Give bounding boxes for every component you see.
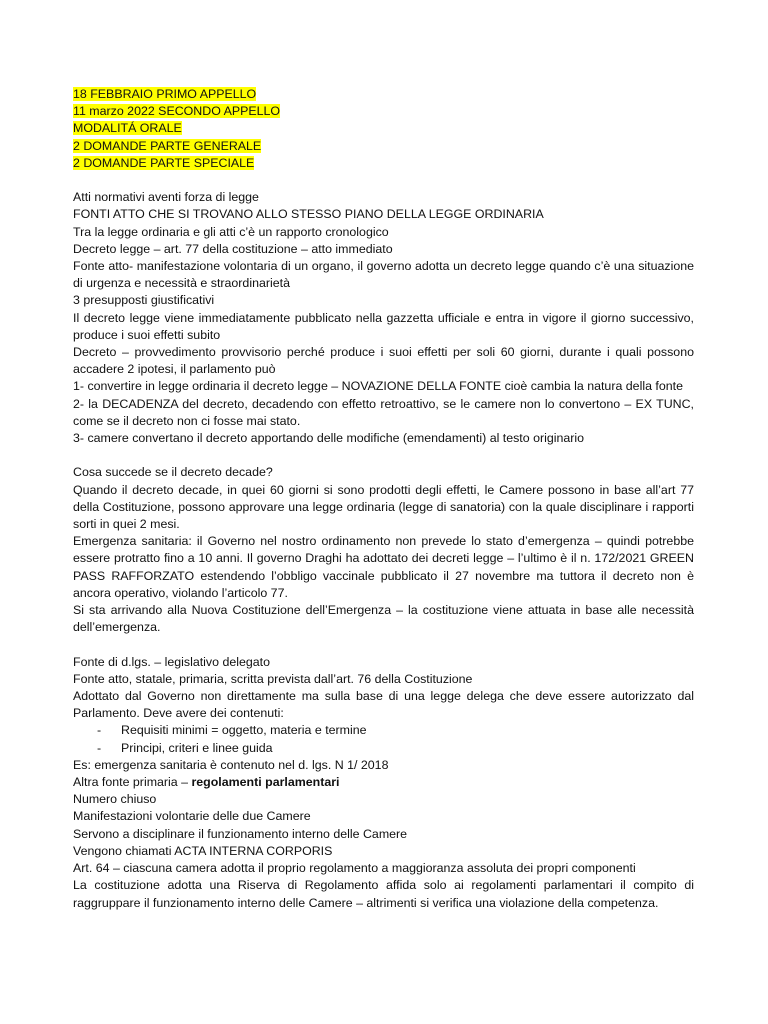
list-item: - Requisiti minimi = oggetto, materia e termine [73,722,694,739]
highlight-second-exam: 11 marzo 2022 SECONDO APPELLO [73,104,281,119]
text-line: Atti normativi aventi forza di legge [73,190,259,205]
bullet-dash: - [97,723,102,738]
text-line: Art. 64 – ciascuna camera adotta il proprio regolamento a maggioranza assoluta dei propri componenti [73,861,636,876]
paragraph-gap [73,447,694,464]
text-line: Servono a disciplinare il funzionamento interno delle Camere [73,826,408,841]
text-line: Fonte di d.lgs. – legislativo delegato [73,654,270,669]
section-dlgs [73,654,694,912]
text-line: Vengono chiamati ACTA INTERNA CORPORIS [73,843,333,858]
text-line: Es: emergenza sanitaria è contenuto nel d. lgs. N 1/ 2018 [73,757,389,772]
text-line: 3 presupposti giustificativi [73,293,215,308]
paragraph-gap [73,172,694,189]
text-paragraph: Quando il decreto decade, in quei 60 giorni si sono prodotti degli effetti, le Camere possono in base all’art 77 della Costituzione, possono approvare una legge ordinaria (legge di sanatoria) con la quale disciplinare i rapporti sorti in quei 2 mesi. [73,482,694,532]
document-page [73,86,694,912]
requirements-list [73,722,694,756]
highlight-exam-mode: MODALITÁ ORALE [73,121,182,136]
text-line: Numero chiuso [73,792,157,807]
highlight-general-questions: 2 DOMANDE PARTE GENERALE [73,138,262,153]
text-paragraph: Decreto – provvedimento provvisorio perché produce i suoi effetti per soli 60 giorni, durante i quali possono accadere 2 ipotesi, il parlamento può [73,345,694,377]
paragraph-gap [73,636,694,653]
text-line: Decreto legge – art. 77 della costituzione – atto immediato [73,241,393,256]
bullet-dash: - [97,740,102,755]
text-paragraph: Il decreto legge viene immediatamente pubblicato nella gazzetta ufficiale e entra in vigore il giorno successivo, produce i suoi effetti subito [73,310,694,342]
text-paragraph: 1- convertire in legge ordinaria il decreto legge – NOVAZIONE DELLA FONTE cioè cambia la natura della fonte [73,379,683,394]
text-paragraph: Adottato dal Governo non direttamente ma sulla base di una legge delega che deve essere autorizzato dal Parlamento. Deve avere dei contenuti: [73,689,694,721]
text-line: Cosa succede se il decreto decade? [73,465,273,480]
list-item: - Principi, criteri e linee guida [73,740,694,757]
text-paragraph: Si sta arrivando alla Nuova Costituzione dell’Emergenza – la costituzione viene attuata in base alle necessità dell’emergenza. [73,603,694,635]
section-decreto-legge [73,189,694,447]
text-paragraph: 2- la DECADENZA del decreto, decadendo con effetto retroattivo, se le camere non lo convertono – EX TUNC, come se il decreto non ci fosse mai stato. [73,396,694,428]
text-line: Manifestazioni volontarie delle due Camere [73,809,311,824]
text-line: FONTI ATTO CHE SI TROVANO ALLO STESSO PIANO DELLA LEGGE ORDINARIA [73,207,544,222]
highlight-special-questions: 2 DOMANDE PARTE SPECIALE [73,155,255,170]
text-paragraph: Emergenza sanitaria: il Governo nel nostro ordinamento non prevede lo stato d’emergenza – quindi potrebbe essere protratto fino a 10 anni. Il governo Draghi ha adottato dei decreti legge – l’ultimo è il n. 172/2021 GREEN PASS RAFFORZATO estendendo l’obbligo vaccinale pubblicato il 27 novembre ma tuttora il decreto non è ancora operativo, violando l’articolo 77. [73,534,694,600]
text-line: Fonte atto, statale, primaria, scritta prevista dall’art. 76 della Costituzione [73,671,473,686]
text-line: Altra fonte primaria – regolamenti parlamentari [73,775,340,790]
text-line: Tra la legge ordinaria e gli atti c’è un rapporto cronologico [73,224,389,239]
highlight-first-exam: 18 FEBBRAIO PRIMO APPELLO [73,87,257,101]
text-paragraph: La costituzione adotta una Riserva di Regolamento affida solo ai regolamenti parlamentari il compito di raggruppare il funzionamento interno delle Camere – altrimenti si verifica una violazione della competenza. [73,878,694,910]
exam-info-block [73,86,694,172]
text-paragraph: Fonte atto- manifestazione volontaria di un organo, il governo adotta un decreto legge quando c’è una situazione di urgenza e necessità e straordinarietà [73,259,694,291]
text-line: 3- camere convertano il decreto apportando delle modifiche (emendamenti) al testo originario [73,431,585,446]
bold-term: regolamenti parlamentari [191,775,340,790]
section-decadenza [73,464,694,636]
